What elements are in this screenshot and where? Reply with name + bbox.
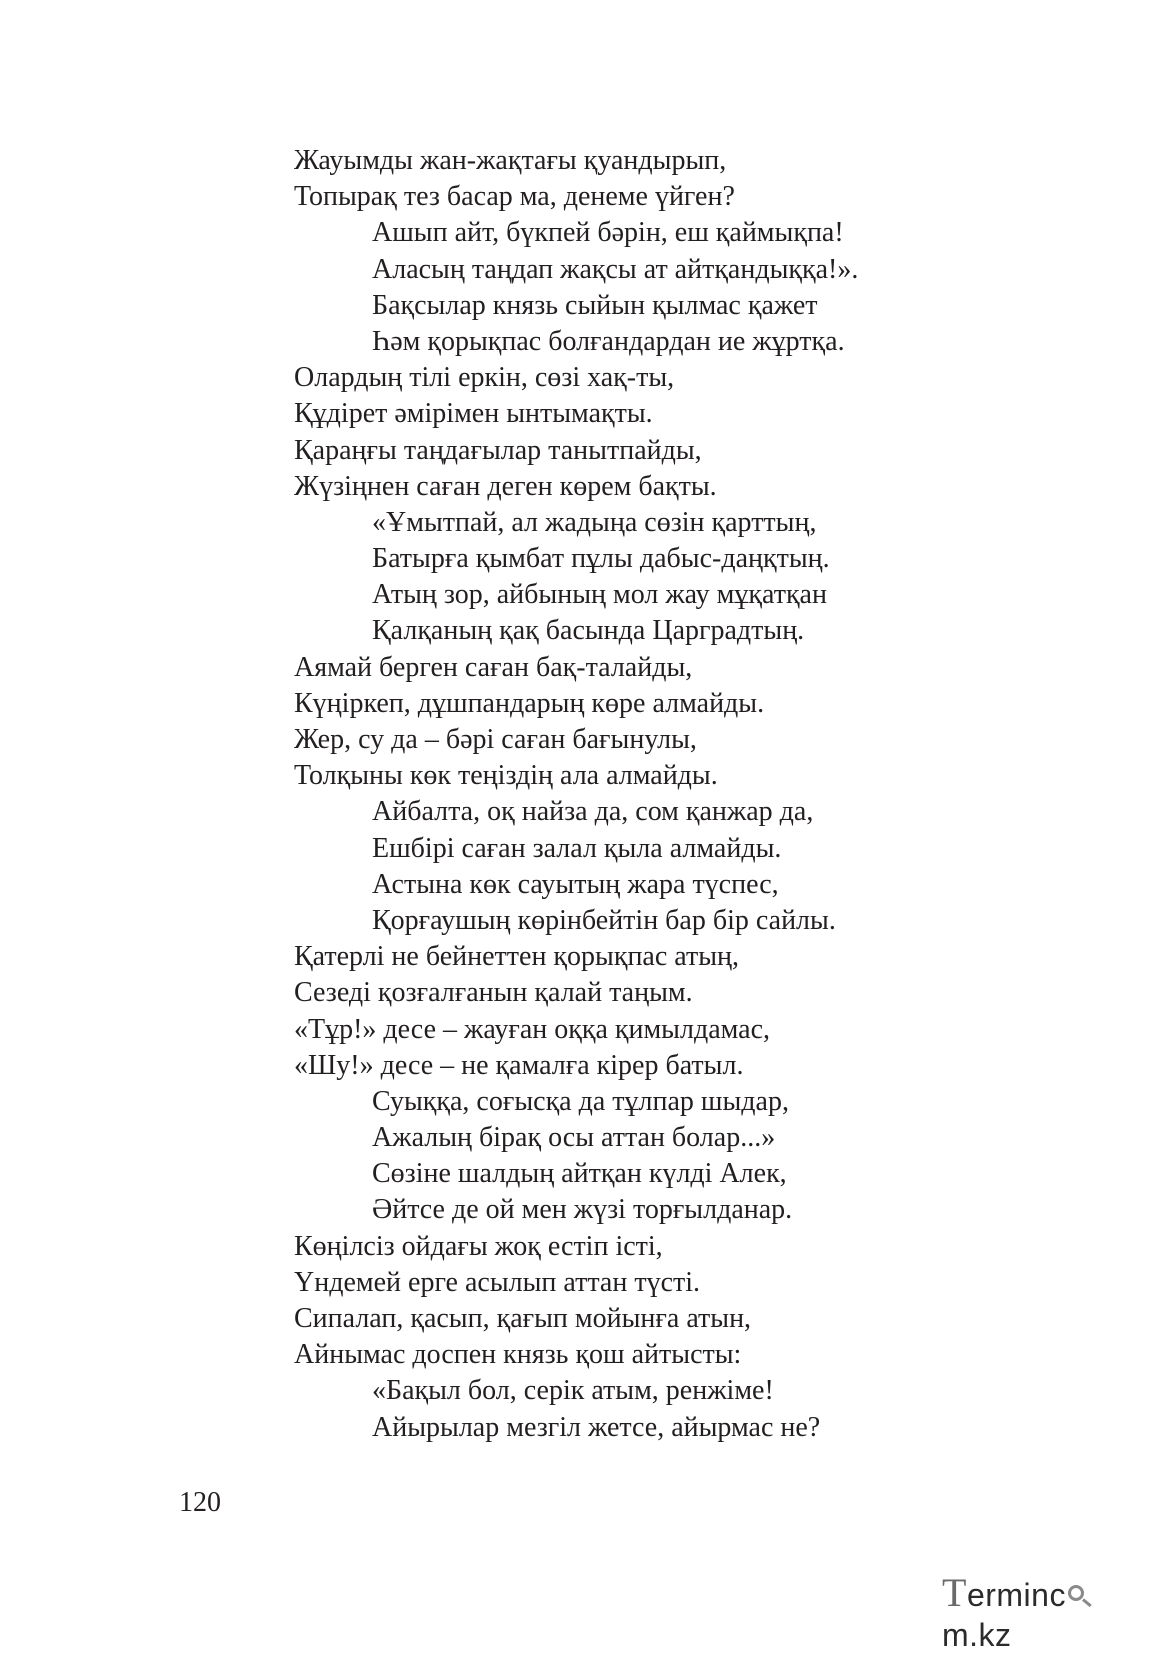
poem-line: Бақсылар князь сыйын қылмас қажет bbox=[372, 289, 818, 321]
poem-line: «Бақыл бол, серік атым, ренжіме! bbox=[372, 1375, 774, 1407]
watermark-logo bbox=[942, 1570, 1158, 1655]
poem bbox=[294, 143, 1074, 1446]
poem-line: Қалқаның қақ басында Царградтың. bbox=[372, 615, 805, 647]
poem-line: Суыққа, соғысқа да тұлпар шыдар, bbox=[372, 1085, 789, 1117]
poem-line: Айнымас доспен князь қош айтысты: bbox=[294, 1339, 742, 1371]
poem-line: Құдірет әмірімен ынтымақты. bbox=[294, 398, 653, 430]
poem-line: Олардың тілі еркін, сөзі хақ-ты, bbox=[294, 362, 675, 394]
poem-line: Аласың таңдап жақсы ат айтқандыққа!». bbox=[372, 253, 859, 285]
poem-line: «Ұмытпай, ал жадыңа сөзін қарттың, bbox=[372, 506, 817, 538]
poem-line: Сөзіне шалдың айтқан күлді Алек, bbox=[372, 1158, 787, 1190]
watermark-text-part1: erminc bbox=[966, 1577, 1066, 1613]
watermark-text-part2: m.kz bbox=[942, 1617, 1012, 1653]
poem-line: Толқыны көк теңіздің ала алмайды. bbox=[294, 760, 718, 792]
poem-line: Үндемей ерге асылып аттан түсті. bbox=[294, 1266, 701, 1298]
poem-line: Ешбірі саған залал қыла алмайды. bbox=[372, 832, 782, 864]
poem-line: Ажалың бірақ осы аттан болар...» bbox=[372, 1122, 776, 1154]
poem-line: Һәм қорықпас болғандардан ие жұртқа. bbox=[372, 325, 845, 357]
poem-line: Аямай берген саған бақ-талайды, bbox=[294, 651, 693, 683]
poem-line: Күңіркеп, дұшпандарың көре алмайды. bbox=[294, 687, 765, 719]
poem-line: Айбалта, оқ найза да, сом қанжар да, bbox=[372, 796, 814, 828]
poem-line: Қараңғы таңдағылар танытпайды, bbox=[294, 434, 702, 466]
poem-line: Қатерлі не бейнеттен қорықпас атың, bbox=[294, 941, 740, 973]
poem-line: Айырылар мезгіл жетсе, айырмас не? bbox=[372, 1411, 821, 1443]
poem-line: Қорғаушың көрінбейтін бар бір сайлы. bbox=[372, 904, 836, 936]
poem-line: Сипалап, қасып, қағып мойынға атын, bbox=[294, 1303, 752, 1334]
poem-line: Батырға қымбат пұлы дабыс-даңқтың. bbox=[372, 543, 830, 575]
poem-line: Жер, су да – бәрі саған бағынулы, bbox=[294, 724, 697, 755]
poem-line: Топырақ тез басар ма, денеме үйген? bbox=[294, 181, 735, 213]
poem-line: Жауымды жан-жақтағы қуандырып, bbox=[294, 145, 727, 176]
poem-line: Ашып айт, бүкпей бәрін, еш қаймықпа! bbox=[372, 217, 844, 249]
poem-line: Атың зор, айбының мол жау мұқатқан bbox=[372, 579, 827, 611]
poem-line: Әйтсе де ой мен жүзі торғылданар. bbox=[372, 1194, 793, 1226]
magnifier-icon bbox=[1067, 1584, 1091, 1608]
poem-line: Жүзіңнен саған деген көрем бақты. bbox=[294, 470, 717, 502]
page-number: 120 bbox=[179, 1487, 221, 1518]
poem-line: Сезеді қозғалғанын қалай таңым. bbox=[294, 977, 693, 1009]
poem-line: «Тұр!» десе – жауған оққа қимылдамас, bbox=[294, 1013, 771, 1045]
poem-line: Астына көк сауытың жара түспес, bbox=[372, 868, 779, 900]
poem-line: «Шу!» десе – не қамалға кірер батыл. bbox=[294, 1049, 744, 1081]
watermark-first-letter: T bbox=[942, 1570, 967, 1615]
poem-line: Көңілсіз ойдағы жоқ естіп істі, bbox=[294, 1230, 663, 1262]
